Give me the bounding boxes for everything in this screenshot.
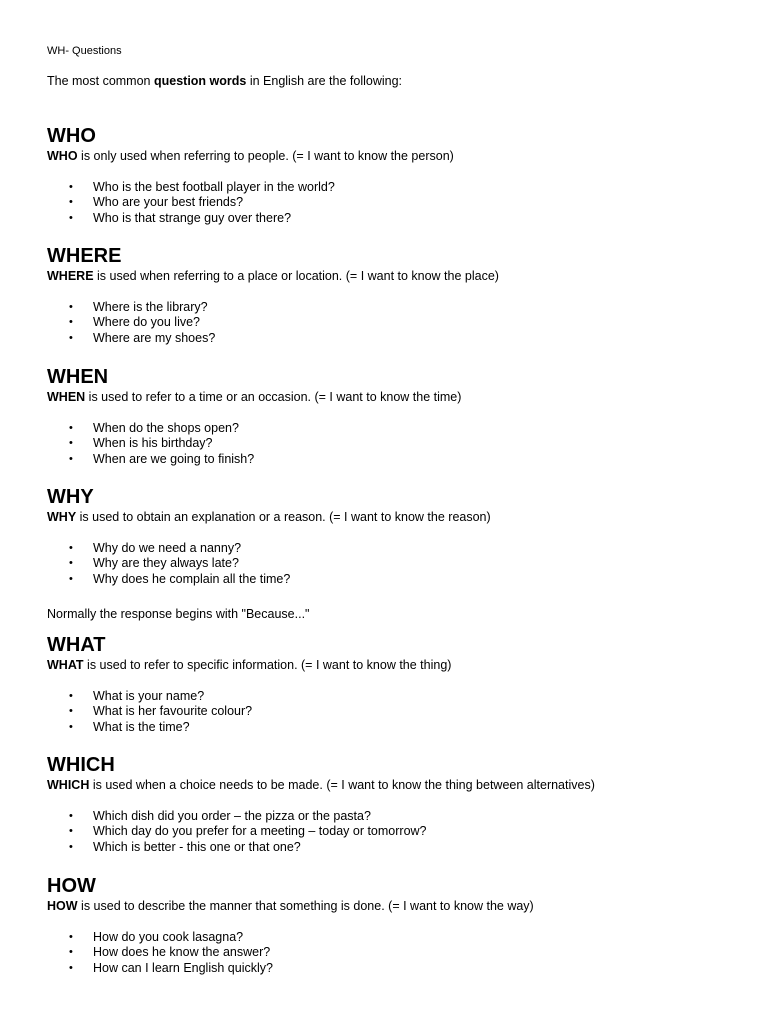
- example-text: When are we going to finish?: [93, 451, 255, 466]
- list-item: [47, 452, 747, 467]
- list-item: [47, 961, 747, 976]
- bullet-icon: •: [69, 331, 73, 344]
- section-description: [47, 657, 747, 673]
- list-item: [47, 315, 747, 330]
- example-text: Which day do you prefer for a meeting – today or tomorrow?: [93, 824, 427, 839]
- section-why: [47, 485, 747, 587]
- section-where: [47, 244, 747, 346]
- list-item: [47, 720, 747, 735]
- example-text: Where do you live?: [93, 315, 201, 330]
- example-text: How does he know the answer?: [93, 945, 271, 960]
- section-description: [47, 148, 747, 164]
- bullet-icon: •: [69, 946, 73, 959]
- list-item: [47, 930, 747, 945]
- example-text: Why does he complain all the time?: [93, 571, 291, 586]
- example-list: [47, 809, 747, 855]
- section-heading: WHAT: [47, 634, 106, 656]
- example-text: Why are they always late?: [93, 556, 239, 571]
- description-keyword: WHERE: [47, 269, 94, 283]
- intro-text-bold: question words: [153, 74, 247, 88]
- example-text: Who is that strange guy over there?: [93, 210, 292, 225]
- example-text: When is his birthday?: [93, 436, 213, 451]
- list-item: [47, 331, 747, 346]
- section-heading: WHICH: [47, 754, 115, 776]
- description-keyword: WHEN: [47, 390, 86, 404]
- bullet-icon: •: [69, 572, 73, 585]
- example-list: [47, 930, 747, 976]
- bullet-icon: •: [69, 452, 73, 465]
- list-item: [47, 556, 747, 571]
- example-list: [47, 541, 747, 587]
- description-keyword: WHO: [47, 149, 78, 163]
- list-item: [47, 436, 747, 451]
- list-item: [47, 689, 747, 704]
- section-how: [47, 874, 747, 976]
- bullet-icon: •: [69, 690, 73, 702]
- bullet-icon: •: [69, 961, 73, 974]
- example-text: Why do we need a nanny?: [93, 541, 242, 555]
- description-keyword: WHICH: [47, 778, 90, 792]
- bullet-icon: •: [69, 825, 73, 838]
- list-item: [47, 840, 747, 855]
- example-list: [47, 421, 747, 467]
- example-text: Which dish did you order – the pizza or the pasta?: [93, 809, 371, 823]
- bullet-icon: •: [69, 301, 73, 313]
- list-item: [47, 809, 747, 824]
- section-description: [47, 898, 747, 914]
- section-who: [47, 124, 747, 226]
- example-text: Which is better - this one or that one?: [93, 839, 301, 854]
- section-which: [47, 753, 747, 855]
- bullet-icon: •: [69, 557, 73, 570]
- why-note: Normally the response begins with "Because...": [47, 607, 310, 621]
- example-text: Who is the best football player in the world?: [93, 180, 335, 194]
- example-text: How can I learn English quickly?: [93, 960, 273, 975]
- example-text: Where are my shoes?: [93, 330, 216, 345]
- bullet-icon: •: [69, 437, 73, 450]
- bullet-icon: •: [69, 705, 73, 718]
- list-item: [47, 824, 747, 839]
- list-item: [47, 300, 747, 315]
- section-description: [47, 389, 747, 405]
- section-description: [47, 777, 747, 793]
- list-item: [47, 180, 747, 195]
- intro-paragraph: [47, 73, 402, 89]
- description-keyword: WHY: [47, 510, 77, 524]
- description-text: is only used when referring to people. (= I want to know the person): [77, 149, 454, 163]
- example-text: What is her favourite colour?: [93, 704, 253, 719]
- section-when: [47, 365, 747, 467]
- example-text: What is your name?: [93, 689, 205, 703]
- bullet-icon: •: [69, 211, 73, 224]
- description-text: is used to refer to specific information. (= I want to know the thing): [83, 658, 452, 672]
- section-heading: WHO: [47, 125, 96, 147]
- example-list: [47, 180, 747, 226]
- bullet-icon: •: [69, 422, 73, 434]
- list-item: [47, 211, 747, 226]
- example-text: What is the time?: [93, 719, 190, 734]
- bullet-icon: •: [69, 810, 73, 822]
- description-text: is used to describe the manner that something is done. (= I want to know the way): [77, 899, 534, 913]
- list-item: [47, 541, 747, 556]
- section-heading: WHERE: [47, 245, 122, 267]
- example-list: [47, 689, 747, 735]
- example-list: [47, 300, 747, 346]
- list-item: [47, 572, 747, 587]
- example-text: When do the shops open?: [93, 421, 239, 435]
- example-text: Where is the library?: [93, 300, 208, 314]
- description-text: is used when referring to a place or location. (= I want to know the place): [93, 269, 499, 283]
- section-description: [47, 268, 747, 284]
- example-text: How do you cook lasagna?: [93, 930, 244, 944]
- bullet-icon: •: [69, 542, 73, 554]
- list-item: [47, 945, 747, 960]
- bullet-icon: •: [69, 931, 73, 943]
- description-keyword: HOW: [47, 899, 78, 913]
- list-item: [47, 195, 747, 210]
- bullet-icon: •: [69, 196, 73, 209]
- section-heading: WHY: [47, 486, 94, 508]
- bullet-icon: •: [69, 181, 73, 193]
- list-item: [47, 421, 747, 436]
- section-heading: WHEN: [47, 366, 109, 388]
- bullet-icon: •: [69, 840, 73, 853]
- bullet-icon: •: [69, 720, 73, 733]
- description-text: is used to obtain an explanation or a reason. (= I want to know the reason): [76, 510, 491, 524]
- intro-text-after: in English are the following:: [246, 74, 403, 88]
- bullet-icon: •: [69, 316, 73, 329]
- intro-text-before: The most common: [47, 74, 154, 88]
- description-text: is used when a choice needs to be made. (= I want to know the thing between alternatives): [89, 778, 595, 792]
- section-heading: HOW: [47, 875, 96, 897]
- document-title: WH- Questions: [47, 45, 122, 57]
- description-keyword: WHAT: [47, 658, 84, 672]
- section-what: [47, 633, 747, 735]
- list-item: [47, 704, 747, 719]
- example-text: Who are your best friends?: [93, 195, 244, 210]
- description-text: is used to refer to a time or an occasion. (= I want to know the time): [85, 390, 462, 404]
- section-description: [47, 509, 747, 525]
